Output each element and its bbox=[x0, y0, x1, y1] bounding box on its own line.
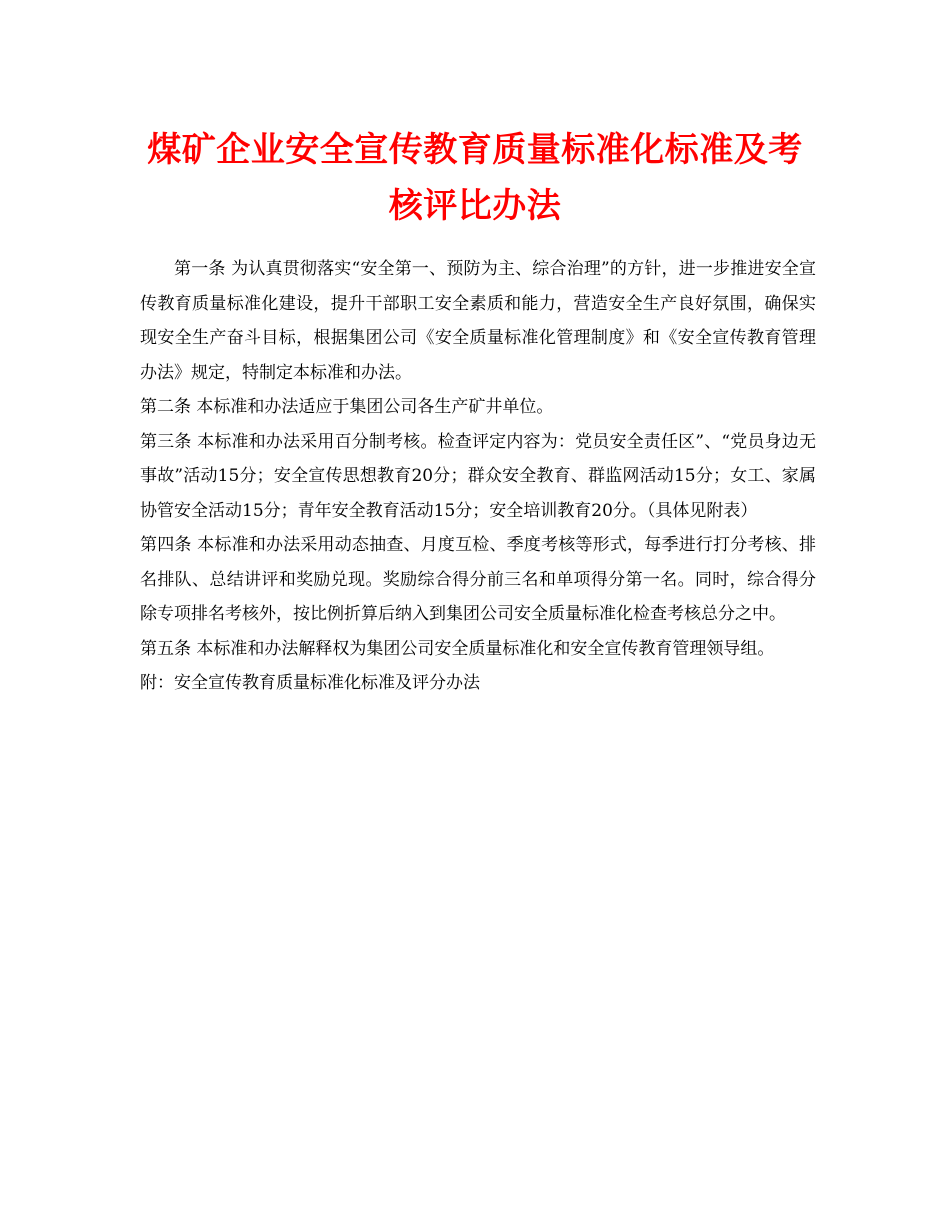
title-line-2: 核评比办法 bbox=[388, 186, 562, 226]
document-title bbox=[140, 122, 810, 234]
article-2-paragraph: 第二条 本标准和办法适应于集团公司各生产矿井单位。 bbox=[140, 397, 554, 417]
appendix-note: 附：安全宣传教育质量标准化标准及评分办法 bbox=[140, 673, 480, 693]
article-5-paragraph: 第五条 本标准和办法解释权为集团公司安全质量标准化和安全宣传教育管理领导组。 bbox=[140, 638, 775, 659]
title-line-1: 煤矿企业安全宣传教育质量标准化标准及考 bbox=[147, 130, 803, 170]
article-3-paragraph: 第三条 本标准和办法采用百分制考核。检查评定内容为：党员安全责任区”、“党员身边无事故”活动15分；安全宣传思想教育20分；群众安全教育、群监网活动15分；女工、家属协管安全活动15分；青年安全教育活动15分；安全培训教育20分。（具体见附表） bbox=[140, 431, 816, 521]
document-body bbox=[140, 252, 816, 701]
article-4-paragraph: 第四条 本标准和办法采用动态抽查、月度互检、季度考核等形式，每季进行打分考核、排名排队、总结讲评和奖励兑现。奖励综合得分前三名和单项得分第一名。同时，综合得分除专项排名考核外，按比例折算后纳入到集团公司安全质量标准化检查考核总分之中。 bbox=[140, 535, 816, 624]
article-1-paragraph: 第一条 为认真贯彻落实“安全第一、预防为主、综合治理”的方针，进一步推进安全宣传教育质量标准化建设，提升干部职工安全素质和能力，营造安全生产良好氛围，确保实现安全生产奋斗目标，根据集团公司《安全质量标准化管理制度》和《安全宣传教育管理办法》规定，特制定本标准和办法。 bbox=[140, 259, 816, 383]
